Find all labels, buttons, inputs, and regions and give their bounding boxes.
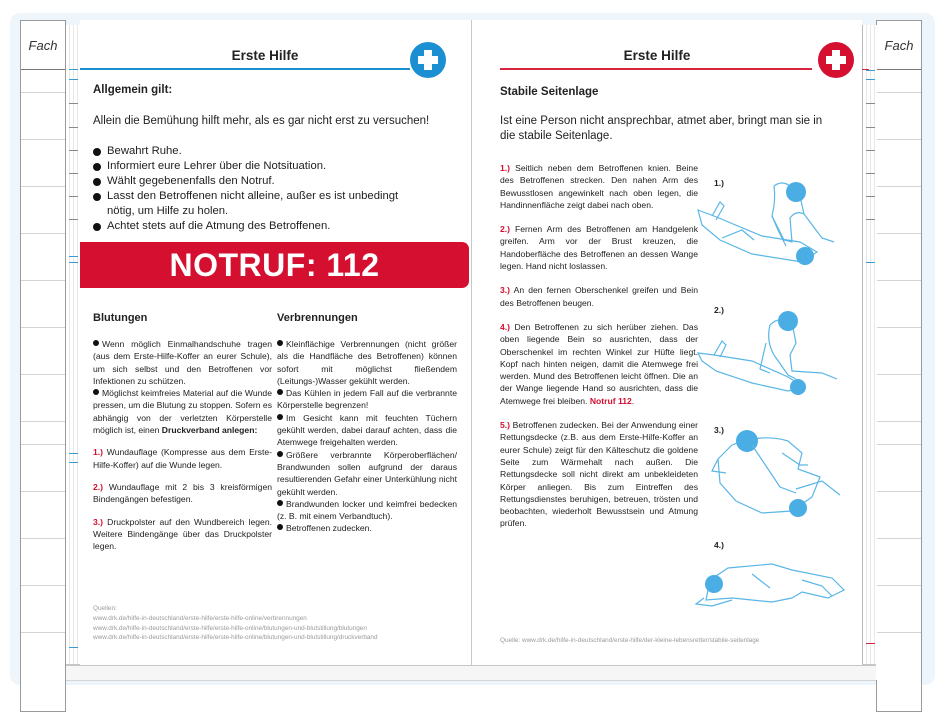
recovery-step [500,223,698,272]
register-tab-label: Fach [21,21,65,70]
bleeding-bullet [93,387,272,436]
register-tab-left[interactable] [20,20,66,712]
register-row [877,70,921,93]
recovery-position-step4-illustration [692,540,852,610]
edge-tick [69,262,78,263]
register-row [21,187,65,234]
bullet-bold-text: Druckverband anlegen: [161,425,258,436]
plus-cross-icon [818,42,854,78]
general-bullet-list [93,144,423,234]
step-number: 1.) [93,447,104,458]
bleeding-step [93,446,272,471]
recovery-step [500,162,698,211]
bleeding-step [93,481,272,506]
bullet-text: Möglichst keimfreies Material auf die Wunde pressen, um die Blutung zu stoppen. Sofern es abhängig von der verletzten Körperstelle möglich ist, einen [93,388,272,436]
sources-label: Quellen: [93,605,117,612]
register-row [877,375,921,422]
edge-tick [866,79,875,80]
bullet-item: Lasst den Betroffenen nicht alleine, außer es ist unbedingt nötig, um Hilfe zu holen. [93,189,423,219]
edge-tick [69,647,78,648]
register-row [21,586,65,633]
burns-heading: Verbrennungen [277,312,358,324]
emergency-emphasis: Notruf 112 [589,395,632,406]
edge-tick [866,103,875,104]
register-row [877,445,921,492]
edge-tick [69,150,78,151]
bullet-text: Brandwunden locker und keimfrei bedecken (z. B. mit einem Verbandtuch). [277,498,457,522]
bullet-item: Achtet stets auf die Atmung des Betroffenen. [93,219,423,234]
illustration-label: 2.) [714,305,724,315]
title-rule [80,68,410,70]
register-row [21,492,65,539]
step-text: Seitlich neben dem Betroffenen knien. Beine des Betroffenen strecken. Den nahen Arm des Bewusstlosen angewinkelt nach oben legen, die Handinnenfläche zeigt dabei nach oben. [500,163,698,210]
edge-tick [866,70,875,71]
edge-tick [69,127,78,128]
sources [93,604,378,643]
emergency-number-banner: NOTRUF: 112 [80,242,469,288]
register-row [21,445,65,492]
step-number: 5.) [500,420,511,431]
bullet-dot-icon [277,340,283,346]
edge-tick [866,196,875,197]
source-link[interactable]: www.drk.de/hilfe-in-deutschland/erste-hilfe/erste-hilfe-online/blutungen-und-blutstillung/blutungen [93,624,367,632]
step-number: 1.) [500,163,511,173]
section-heading: Stabile Seitenlage [500,86,599,98]
edge-tick [69,256,78,257]
bullet-text: Wenn möglich Einmalhandschuhe tragen (aus dem Erste-Hilfe-Koffer an eurer Schule), um sich selbst und den Betroffenen vor Infektionen zu schützen. [93,339,272,386]
bullet-dot-icon [277,524,283,530]
step-text: Wundauflage (Kompresse aus dem Erste-Hilfe-Koffer) auf die Wunde legen. [93,447,272,470]
page-title: Erste Hilfe [231,48,299,63]
bullet-dot-icon [277,500,283,506]
register-tab-right[interactable] [876,20,922,712]
register-row [877,140,921,187]
page-stack-edge-right [862,25,877,680]
edge-tick [69,103,78,104]
register-tab-label: Fach [877,21,921,70]
source-link[interactable]: www.drk.de/hilfe-in-deutschland/erste-hilfe/erste-hilfe-online/blutungen-und-blutstillung/druckverband [93,634,378,642]
register-row [877,234,921,281]
edge-tick [69,453,78,454]
recovery-position-step2-illustration [692,295,852,395]
recovery-steps [500,162,698,540]
edge-tick [69,219,78,220]
recovery-position-step3-illustration [692,415,852,525]
register-row [21,70,65,93]
bullet-text: Kleinflächige Verbrennungen (nicht größer als die Handfläche des Betroffenen) können sofort mit möglichst fließendem (Leitungs-)Wasser gekühlt werden. [277,339,457,386]
edge-tick [69,462,78,463]
register-row [21,140,65,187]
step-text: Den Betroffenen zu sich herüber ziehen. Das oben liegende Bein so ausrichten, dass der Oberschenkel im rechten Winkel zur Hüfte liegt. Kopf nach hinten neigen, damit die Atemwege frei werden. Mund des Betroffenen leicht öffnen. Die an der Wange liegende Hand so ausrichten, dass die Atemwege frei bleiben. [500,321,698,406]
burns-section [277,338,457,535]
bullet-item: Wählt gegebenenfalls den Notruf. [93,174,423,189]
step-text: Druckpolster auf den Wundbereich legen. Weitere Bindengänge über das Druckpolster legen. [93,516,273,552]
register-row [877,586,921,633]
intro-text: Ist eine Person nicht ansprechbar, atmet aber, bringt man sie in die stabile Seitenlage. [500,115,823,142]
register-row [21,281,65,328]
recovery-step [500,419,698,530]
burns-bullet [277,498,457,523]
illustration-label: 3.) [714,425,724,435]
edge-tick [69,79,78,80]
step-number: 3.) [93,516,104,527]
recovery-position-step1-illustration [692,170,852,280]
step-number: 2.) [500,224,511,235]
step-text: Betroffenen zudecken. Bei der Anwendung einer Rettungsdecke (z.B. aus dem Erste-Hilfe-Koffer an eurer Schule) zeigt für den Kälteschutz die goldene Seite zum Wärmehalt nach außen. Die Rettungsdecke soll nicht direkt am unbekleideten Körper anliegen. Bis zum Eintreffen des Rettungsdienstes beruhigen, betreuen, trösten und beobachten, wiederholt Bewusstsein und Atmung prüfen. [500,420,698,529]
title-rule [500,68,812,70]
bullet-dot-icon [277,414,283,420]
register-row [21,539,65,586]
burns-bullet [277,338,457,387]
right-page [472,20,862,665]
source-link[interactable]: www.drk.de/hilfe-in-deutschland/erste-hilfe/erste-hilfe-online/verbrennungen [93,614,307,622]
register-row [21,93,65,140]
step-text-tail: . [631,395,635,406]
edge-tick [69,69,78,70]
bullet-text: Im Gesicht kann mit feuchten Tüchern gekühlt werden, dabei darauf achten, dass die Atemwege freigehalten werden. [277,412,457,448]
bullet-dot-icon [93,340,99,346]
bullet-dot-icon [93,389,99,395]
edge-tick [866,127,875,128]
register-row [877,187,921,234]
burns-bullet [277,449,457,498]
left-page [80,20,472,665]
edge-tick [866,262,875,263]
burns-bullet [277,412,457,449]
section-heading: Allgemein gilt: [93,84,173,96]
register-row [21,234,65,281]
bullet-dot-icon [277,389,283,395]
register-row [21,375,65,422]
plus-cross-icon [410,42,446,78]
register-row [877,281,921,328]
burns-bullet [277,522,457,534]
step-text: Fernen Arm des Betroffenen am Handgelenk greifen. Arm vor der Brust kreuzen, die Handoberfläche des Betroffenen an dessen Wange legen. Hand nicht loslassen. [500,224,698,272]
edge-tick [69,173,78,174]
edge-tick [866,219,875,220]
illustration-label: 1.) [714,178,724,188]
register-row [877,422,921,445]
register-row [877,539,921,586]
edge-tick [866,643,875,644]
edge-tick [866,150,875,151]
source-link[interactable]: Quelle: www.drk.de/hilfe-in-deutschland/erste-hilfe/der-kleine-lebensretter/stabile-seitenlage [500,637,760,644]
bullet-item: Bewahrt Ruhe. [93,144,423,159]
page-stack-edge-left [66,25,81,680]
recovery-step [500,284,698,309]
step-number: 4.) [500,321,511,332]
page-title: Erste Hilfe [623,48,691,63]
bullet-text: Betroffenen zudecken. [286,523,372,534]
bullet-dot-icon [277,451,283,457]
bleeding-section [93,338,272,562]
edge-tick [866,173,875,174]
step-text: An den fernen Oberschenkel greifen und Bein des Betroffenen beugen. [500,285,698,308]
register-row [877,492,921,539]
step-number: 2.) [93,481,104,492]
step-number: 3.) [500,285,511,296]
bullet-item: Informiert eure Lehrer über die Notsituation. [93,159,423,174]
register-row [877,328,921,375]
register-row [21,422,65,445]
bleeding-bullet [93,338,272,387]
bleeding-step [93,516,272,553]
intro-text: Allein die Bemühung hilft mehr, als es gar nicht erst zu versuchen! [93,115,430,127]
bullet-text: Das Kühlen in jedem Fall auf die verbrannte Körperstelle begrenzen! [277,388,457,411]
register-row [877,93,921,140]
book-bottom-edge [66,664,876,681]
bullet-text: Größere verbrannte Körperoberflächen/ Brandwunden sollen aufgrund der daraus resultierenden Gefahr einer Unterkühlung nicht gekühlt werden. [277,449,457,497]
edge-tick [69,196,78,197]
illustration-label: 4.) [714,540,724,550]
recovery-step [500,321,698,407]
step-text: Wundauflage mit 2 bis 3 kreisförmigen Bindengängen befestigen. [93,481,273,505]
bleeding-heading: Blutungen [93,312,148,324]
burns-bullet [277,387,457,412]
register-row [21,328,65,375]
